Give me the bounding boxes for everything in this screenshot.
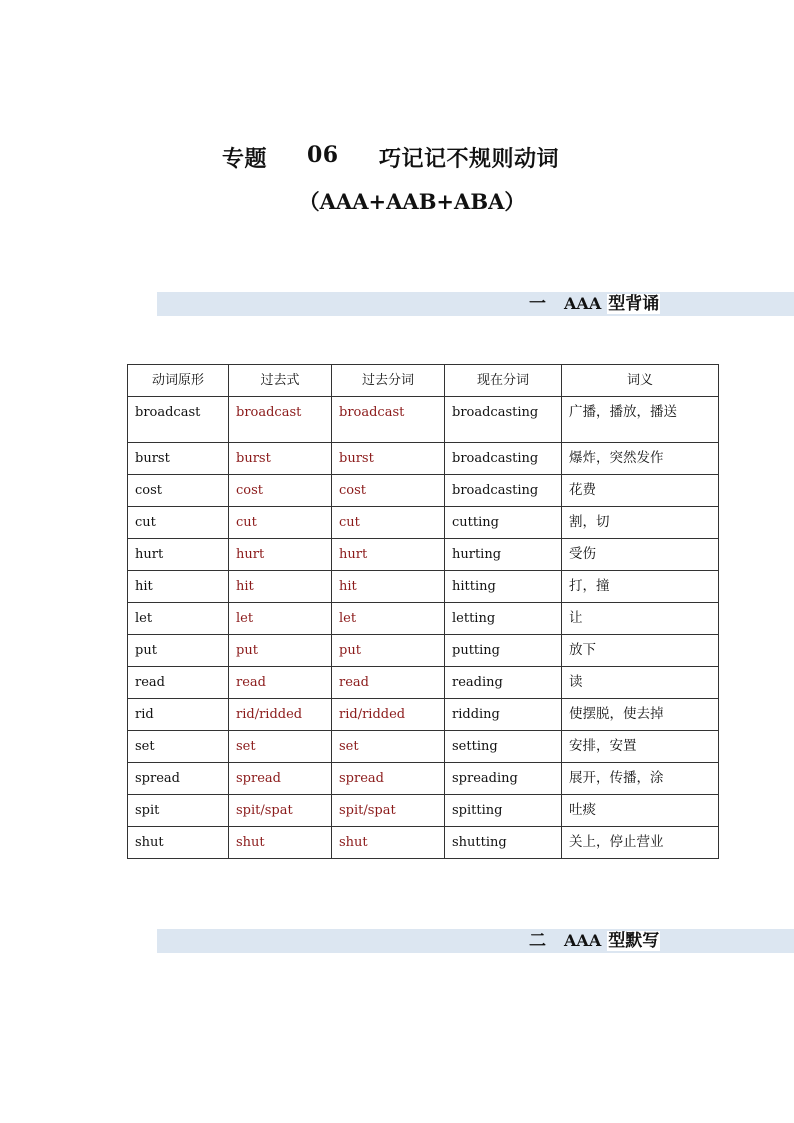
base-form-cell: cut: [128, 507, 229, 539]
document-title: [0, 142, 794, 176]
table-row: [128, 731, 719, 763]
present-participle-cell: reading: [445, 667, 562, 699]
meaning-cell: 读: [562, 667, 719, 699]
past-tense-cell: shut: [229, 827, 332, 859]
section-heading-dictation: [157, 929, 794, 953]
section-tag: AAA: [564, 294, 602, 313]
past-tense-cell: read: [229, 667, 332, 699]
present-participle-cell: hitting: [445, 571, 562, 603]
table-row: [128, 699, 719, 731]
table-row: [128, 539, 719, 571]
base-form-cell: hurt: [128, 539, 229, 571]
present-participle-cell: letting: [445, 603, 562, 635]
document-subtitle: （AAA+AAB+ABA）: [298, 189, 526, 214]
column-header-past-participle: 过去分词: [332, 365, 445, 397]
base-form-cell: spit: [128, 795, 229, 827]
meaning-cell: 爆炸，突然发作: [562, 443, 719, 475]
past-participle-cell: set: [332, 731, 445, 763]
past-tense-cell: cost: [229, 475, 332, 507]
meaning-cell: 让: [562, 603, 719, 635]
past-participle-cell: hit: [332, 571, 445, 603]
table-row: [128, 603, 719, 635]
past-participle-cell: shut: [332, 827, 445, 859]
table-row: [128, 795, 719, 827]
present-participle-cell: broadcasting: [445, 397, 562, 443]
past-tense-cell: let: [229, 603, 332, 635]
past-tense-cell: burst: [229, 443, 332, 475]
meaning-cell: 吐痰: [562, 795, 719, 827]
table-row: [128, 571, 719, 603]
base-form-cell: let: [128, 603, 229, 635]
past-participle-cell: let: [332, 603, 445, 635]
present-participle-cell: broadcasting: [445, 443, 562, 475]
past-participle-cell: spread: [332, 763, 445, 795]
title-topic-label: 专题: [222, 146, 268, 172]
meaning-cell: 受伤: [562, 539, 719, 571]
meaning-cell: 展开，传播，涂: [562, 763, 719, 795]
table-row: [128, 397, 719, 443]
column-header-meaning: 词义: [562, 365, 719, 397]
base-form-cell: cost: [128, 475, 229, 507]
section-tag: AAA: [564, 931, 602, 950]
section-heading-text: [529, 929, 660, 953]
present-participle-cell: spreading: [445, 763, 562, 795]
section-label: 型背诵: [608, 294, 660, 314]
title-topic: 巧记记不规则动词: [379, 146, 560, 172]
past-participle-cell: rid/ridded: [332, 699, 445, 731]
section-label: 型默写: [608, 931, 660, 951]
past-tense-cell: spread: [229, 763, 332, 795]
present-participle-cell: setting: [445, 731, 562, 763]
table-header-row: [128, 365, 719, 397]
base-form-cell: shut: [128, 827, 229, 859]
past-tense-cell: put: [229, 635, 332, 667]
column-header-present-participle: 现在分词: [445, 365, 562, 397]
column-header-base-form: 动词原形: [128, 365, 229, 397]
base-form-cell: put: [128, 635, 229, 667]
present-participle-cell: shutting: [445, 827, 562, 859]
past-participle-cell: put: [332, 635, 445, 667]
past-tense-cell: spit/spat: [229, 795, 332, 827]
past-participle-cell: read: [332, 667, 445, 699]
meaning-cell: 广播，播放，播送: [562, 397, 719, 443]
base-form-cell: set: [128, 731, 229, 763]
meaning-cell: 关上，停止营业: [562, 827, 719, 859]
table-row: [128, 667, 719, 699]
past-participle-cell: hurt: [332, 539, 445, 571]
section-number: 一: [529, 294, 546, 314]
past-participle-cell: cut: [332, 507, 445, 539]
table-row: [128, 635, 719, 667]
past-tense-cell: broadcast: [229, 397, 332, 443]
present-participle-cell: ridding: [445, 699, 562, 731]
present-participle-cell: putting: [445, 635, 562, 667]
past-tense-cell: set: [229, 731, 332, 763]
base-form-cell: burst: [128, 443, 229, 475]
table-row: [128, 827, 719, 859]
table-row: [128, 443, 719, 475]
base-form-cell: read: [128, 667, 229, 699]
table-row: [128, 763, 719, 795]
meaning-cell: 花费: [562, 475, 719, 507]
meaning-cell: 打，撞: [562, 571, 719, 603]
base-form-cell: broadcast: [128, 397, 229, 443]
column-header-past-tense: 过去式: [229, 365, 332, 397]
present-participle-cell: cutting: [445, 507, 562, 539]
title-number: 06: [307, 142, 339, 168]
past-tense-cell: hurt: [229, 539, 332, 571]
past-participle-cell: spit/spat: [332, 795, 445, 827]
past-participle-cell: burst: [332, 443, 445, 475]
base-form-cell: hit: [128, 571, 229, 603]
base-form-cell: spread: [128, 763, 229, 795]
present-participle-cell: broadcasting: [445, 475, 562, 507]
meaning-cell: 放下: [562, 635, 719, 667]
base-form-cell: rid: [128, 699, 229, 731]
present-participle-cell: hurting: [445, 539, 562, 571]
section-heading-text: [529, 292, 660, 316]
past-tense-cell: cut: [229, 507, 332, 539]
table-row: [128, 507, 719, 539]
meaning-cell: 使摆脱，使去掉: [562, 699, 719, 731]
past-participle-cell: cost: [332, 475, 445, 507]
meaning-cell: 安排，安置: [562, 731, 719, 763]
past-participle-cell: broadcast: [332, 397, 445, 443]
irregular-verbs-table: [127, 364, 719, 859]
section-number: 二: [529, 931, 546, 951]
present-participle-cell: spitting: [445, 795, 562, 827]
past-tense-cell: rid/ridded: [229, 699, 332, 731]
meaning-cell: 割，切: [562, 507, 719, 539]
table-row: [128, 475, 719, 507]
past-tense-cell: hit: [229, 571, 332, 603]
section-heading-recite: [157, 292, 794, 316]
